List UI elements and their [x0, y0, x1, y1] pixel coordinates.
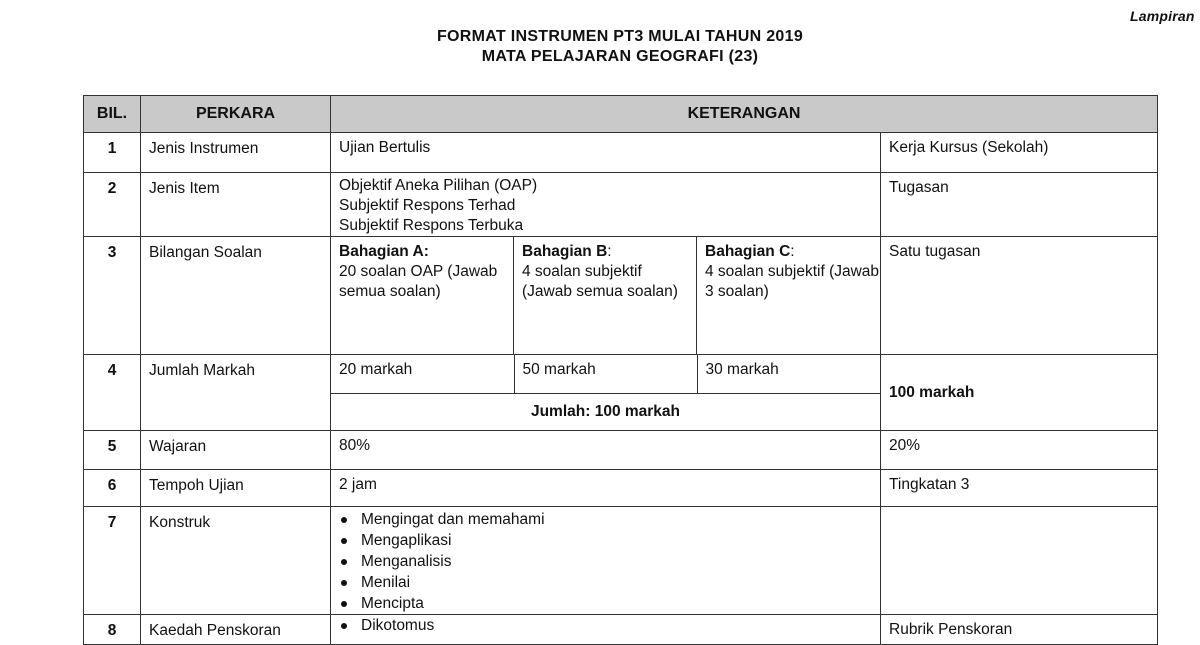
table-header-row: [84, 96, 1158, 133]
row-side: 100 markah: [881, 355, 1158, 431]
row-number: 5: [84, 431, 141, 470]
row-main: 80%: [331, 431, 881, 470]
row-side: Satu tugasan: [881, 237, 1158, 355]
row-label: Bilangan Soalan: [141, 237, 331, 355]
bahagian-a-heading: Bahagian A:: [339, 243, 429, 260]
row-label: Jumlah Markah: [141, 355, 331, 431]
list-item: Menganalisis: [339, 551, 880, 572]
bahagian-c-text: 4 soalan subjektif (Jawab 3 soalan): [705, 263, 880, 300]
row-label: Konstruk: [141, 507, 331, 615]
row-number: 8: [84, 615, 141, 645]
bahagian-b-colon: :: [607, 243, 612, 260]
table-row: [84, 470, 1158, 507]
row-side: 20%: [881, 431, 1158, 470]
row-label: Wajaran: [141, 431, 331, 470]
row-number: 3: [84, 237, 141, 355]
bahagian-c-cell: [697, 237, 881, 355]
jumlah-markah-total: Jumlah: 100 markah: [331, 393, 880, 430]
list-item: Dikotomus: [339, 615, 880, 636]
header-perkara: PERKARA: [141, 96, 331, 133]
header-keterangan: KETERANGAN: [331, 96, 1158, 133]
row-side: Rubrik Penskoran: [881, 615, 1158, 645]
markah-c: 30 markah: [705, 361, 779, 378]
row-number: 1: [84, 133, 141, 173]
table-row: [84, 355, 1158, 431]
row-label: Tempoh Ujian: [141, 470, 331, 507]
list-item: Menilai: [339, 572, 880, 593]
bahagian-a-text: 20 soalan OAP (Jawab semua soalan): [339, 263, 498, 300]
row-number: 7: [84, 507, 141, 615]
format-table: [83, 95, 1158, 645]
table-row: [84, 133, 1158, 173]
bahagian-c-colon: :: [790, 243, 795, 260]
item-type-line: Objektif Aneka Pilihan (OAP): [339, 177, 538, 194]
bahagian-b-text: 4 soalan subjektif (Jawab semua soalan): [522, 263, 678, 300]
item-type-line: Subjektif Respons Terbuka: [339, 217, 524, 234]
table-row: [84, 507, 1158, 615]
bahagian-b-cell: [514, 237, 697, 355]
markah-b: 50 markah: [514, 355, 697, 393]
table-row: [84, 237, 1158, 355]
penskoran-list: [339, 615, 880, 636]
row-main: Ujian Bertulis: [331, 133, 881, 173]
document-subtitle: MATA PELAJARAN GEOGRAFI (23): [481, 48, 759, 65]
markah-subtable: [331, 355, 880, 393]
row-side: Tugasan: [881, 173, 1158, 237]
bahagian-c-heading: Bahagian C: [705, 243, 791, 260]
markah-breakdown: [331, 355, 881, 431]
table-row: [84, 173, 1158, 237]
item-type-line: Subjektif Respons Terhad: [339, 197, 516, 214]
row-side: [881, 507, 1158, 615]
document-title: FORMAT INSTRUMEN PT3 MULAI TAHUN 2019: [436, 28, 804, 45]
table-row: [84, 431, 1158, 470]
row-number: 4: [84, 355, 141, 431]
row-label: Kaedah Penskoran: [141, 615, 331, 645]
lampiran-label: Lampiran: [1130, 8, 1195, 24]
row-side: Tingkatan 3: [881, 470, 1158, 507]
row-label: Jenis Item: [141, 173, 331, 237]
konstruk-list: [339, 509, 880, 614]
list-item: Mengaplikasi: [339, 530, 880, 551]
list-item: Mencipta: [339, 593, 880, 614]
markah-a: 20 markah: [331, 355, 514, 393]
konstruk-list-cell: [331, 507, 881, 615]
row-main: 2 jam: [331, 470, 881, 507]
row-label: Jenis Instrumen: [141, 133, 331, 173]
list-item: Mengingat dan memahami: [339, 509, 880, 530]
row-side: Kerja Kursus (Sekolah): [881, 133, 1158, 173]
bahagian-b-heading: Bahagian B: [522, 243, 608, 260]
bahagian-a-cell: [331, 237, 514, 355]
header-bil: BIL.: [84, 96, 141, 133]
row-number: 2: [84, 173, 141, 237]
row-number: 6: [84, 470, 141, 507]
row-main: [331, 173, 881, 237]
